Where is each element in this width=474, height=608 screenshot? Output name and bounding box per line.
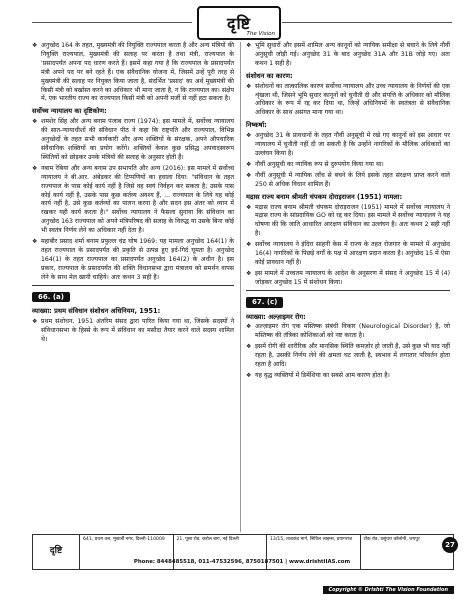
reason-heading: संशोधन का कारण: [246,71,293,80]
conclusion-bullet-1: ❖ अनुच्छेद 31 के प्रावधानों के तहत नौवीं अनुसूची में रखे गए कानूनों को इस आधार पर न्यायालय में चुनौती नहीं दी जा सकती है कि उन्होंने नागरिकों के मौलिक अधिकारों का उल्लंघन किया है। [246,132,450,159]
alzheimer-bullet-3: ❖ यह वृद्ध व्यक्तियों में डिमेंशिया का सबसे आम कारण होता है। [246,372,450,381]
question-66-tag: 66. (a) [32,292,70,303]
case-mahabir-prasad: ❖ महाबीर प्रसाद शर्मा बनाम प्रफुल्ल चंद्र घोष 1969: यह मामला अनुच्छेद 164(1) के तहत राज्यपाल के प्रसादपर्यंत की प्रकृति से उत्पन्न हुए इर्द-गिर्द घूमता है। अनुच्छेद 164(1) के तहत राज्यपाल का प्रसादपर्यंत अनुच्छेद 164(2) के अधीन है। इस प्रकार, राज्यपाल के प्रसादपर्यंत की शक्ति विधानसभा द्वारा मंत्रालय को समर्थन वापस लेने के साथ मेल खानी चाहिये। अतः कथन 3 सही है। [32,238,234,283]
left-column [32,42,234,347]
ninth-schedule-bullet: ❖ भूमि सुधारों और इसमें शामिल अन्य कानूनों को न्यायिक समीक्षा से बचाने के लिये नौवीं अनुसूची जोड़ी गई। अनुच्छेद 31 के बाद अनुच्छेद 31A और 31B जोड़े गए। अतः कथन 1 सही है। [246,42,450,69]
footer-logo: दृष्टि [33,535,80,569]
brand-logo [197,6,281,40]
conclusion-bullet-2: ❖ नौवीं अनुसूची का न्यायिक रूप से दुरुपयोग किया गया था। [246,161,450,170]
copyright-notice: Copyright © Drishti The Vision Foundation [323,586,455,594]
header-rule-right [282,22,452,23]
alzheimer-bullet-2: ❖ इसमें रोगी की शारीरिक और मानसिक स्थिति कमज़ोर हो जाती है, उसे कुछ भी याद नहीं रहता है, उसकी निर्णय लेने की क्षमता घट जाती है, स्वभाव में लगातार परिवर्तन होता रहता है आदि। [246,343,450,370]
footer-address-3: 13/15, ताशकंद मार्ग, सिविल लाइन्स, प्रयागराज [267,535,361,569]
alzheimer-bullet-1: ❖ अल्ज़ाइमर रोग एक मस्तिष्क संबंधी विकार (Neurological Disorder) है, जो मस्तिष्क की तंत्रिका कोशिकाओं को नष्ट करता है। [246,323,450,341]
logo-subtext: The Vision [246,31,275,37]
header-rule-left [32,22,192,23]
intro-paragraph: ❖ अनुच्छेद 164 के तहत, मुख्यमंत्री की नियुक्ति राज्यपाल करता है और अन्य मंत्रियों की नियुक्ति राज्यपाल, मुख्यमंत्री की सलाह पर करता है तथा मंत्री, राज्यपाल के 'प्रसादपर्यंत अपना पद धारण करते हैं। इसमें कहा गया है कि राज्यपाल के प्रसादपर्यंत मंत्री अपने पद पर बने रहते हैं। एक संवैधानिक योजना में, जिसमें उन्हें पूरी तरह से मुख्यमंत्री की सलाह पर नियुक्त किया जाता है, संदर्भित 'प्रसाद' का अर्थ मुख्यमंत्री की किसी मंत्री को बर्खास्त करने का अधिकार भी माना जाता है, न कि राज्यपाल का। संक्षेप में, एक भारतीय राज्य का राज्यपाल किसी मंत्री को अपनी मर्जी से नहीं हटा सकता है। [32,42,234,104]
right-column [246,42,450,383]
q66-bullet: ❖ प्रथम संशोधन, 1951 अंतरिम संसद द्वारा पारित किया गया था, जिसके सदस्यों ने संविधानसभा के हिस्से के रूप में संविधान का मसौदा तैयार करने वाले सदस्य शामिल थे। [32,318,234,345]
question-rule-right [246,290,450,291]
q66-explanation: व्याख्या: प्रथम संविधान संशोधन अधिनियम, 1951: [32,307,161,316]
conclusion-bullet-3: ❖ नौवीं अनुसूची में न्यायिक जाँच से बचने के लिये इसके तहत संरक्षण प्राप्त करने वाले 250 से अधिक विधान शामिल हैं। [246,172,450,190]
question-67-tag: 67. (c) [246,297,283,308]
footer-contact: Phone: 8448485518, 011-47532596, 8750187501 | www.drishtiIAS.com [133,559,351,565]
madras-bullet-2: ❖ सर्वोच्च न्यायालय ने इंदिरा साहनी केस में राज्य के तहत रोजगार के मामले में अनुच्छेद 16(4) नागरिकों के पिछड़े वर्गों के पक्ष में आरक्षण प्रदान करता है। अनुच्छेद 15 में ऐसा कोई प्रावधान नहीं है। [246,241,450,268]
madras-bullet-3: ❖ इस मामले में उच्चतम न्यायालय के आदेश के अनुसरण में संसद ने अनुच्छेद 15 में (4) जोड़कर अनुच्छेद 15 में संशोधन किया। [246,270,450,288]
footer-address-2: 21, पूसा रोड, करोल बाग, नई दिल्ली [174,535,268,569]
column-divider [240,42,241,532]
footer-address-4: टोंक रोड, वसुंधरा कॉलोनी, जयपुर [363,537,420,542]
logo-text: दृष्टि [227,14,251,33]
question-rule [32,285,234,286]
sc-heading: सर्वोच्च न्यायालय का दृष्टिकोण: [32,107,107,116]
case-nabam-rebia: ❖ नबाम रेबिया और अन्य बनाम उप सभापति और अन्य (2016): इस मामले में सर्वोच्च न्यायालय ने बी.आर. अंबेडकर की टिप्पणियों का हवाला दिया: "संविधान के तहत राज्यपाल के पास कोई कार्य नहीं है जिसे वह स्वयं निर्वहन कर सकता है; उसके पास कोई कार्य नहीं है, उसके पास कुछ कर्तव्य अवश्य हैं, ... राज्यपाल के लिये यह कोई कार्य नहीं है, उसे कुछ कर्तव्यों का पालन करना है और सदन इस अंतर को ध्यान में रखकर यही कार्य करता है।" सर्वोच्च न्यायालय ने फैसला सुनाया कि संविधान का अनुच्छेद 163 राज्यपाल को अपने मंत्रिपरिषद की सलाह के विरुद्ध या उसके बिना कोई भी स्वतंत्र निर्णय लेने का अधिकार नहीं देता है। [32,165,234,236]
conclusion-heading: निष्कर्षा: [246,121,267,130]
page-number: 27 [442,537,458,553]
case-shamsher-singh: ❖ शमशेर सिंह और अन्य बनाम पंजाब राज्य (1974): इस मामले में, सर्वोच्च न्यायालय की सात-न्यायाधीशों की संविधान पीठ ने कहा कि राष्ट्रपति और राज्यपाल, विभिन्न अनुच्छेदों के तहत सभी कार्यकारी और अन्य शक्तियों के संरक्षक, अपने औपचारिक संवैधानिक शक्तियों का प्रयोग करेंगे। शक्तियों केवल कुछ प्रसिद्ध अपवादस्वरूप स्थितियों को छोड़कर उनके मंत्रियों की सलाह के अनुसार होती हैं। [32,118,234,163]
madras-heading: मद्रास राज्य बनाम श्रीमती चंपकम दोराइराजन (1951) मामला: [246,192,403,201]
reason-bullet: ❖ संशोधनों का तात्कालिक कारण सर्वोच्च न्यायालय और उच्च न्यायालय के निर्णयों की एक शृंखला थी, जिसने भूमि सुधार कानूनों को चुनौती दी और संपत्ति के अधिकार को मौलिक अधिकार के रूप में रद्द कर दिया था, जिन्हें अधिनियमों के स्वतंत्रता से संवैधानिक अधिकार के साथ असंगत माना गया था। [246,83,450,119]
madras-bullet-1: ❖ मद्रास राज्य बनाम श्रीमती चंपकम दोराइराजन (1951) मामले में सर्वोच्च न्यायालय ने मद्रास राज्य के सांप्रदायिक GO को रद्द कर दिया। इस मामले में सर्वोच्च न्यायालय ने यह घोषणा की कि जाति आधारित आरक्षण संविधान का उल्लंघन है। अतः कथन 2 सही नहीं है। [246,204,450,240]
alzheimer-heading: व्याख्या: अल्ज़ाइमर रोग: [246,312,306,321]
footer-address-1: 641, प्रथम तल, मुखर्जी नगर, दिल्ली-110009 [80,535,174,569]
